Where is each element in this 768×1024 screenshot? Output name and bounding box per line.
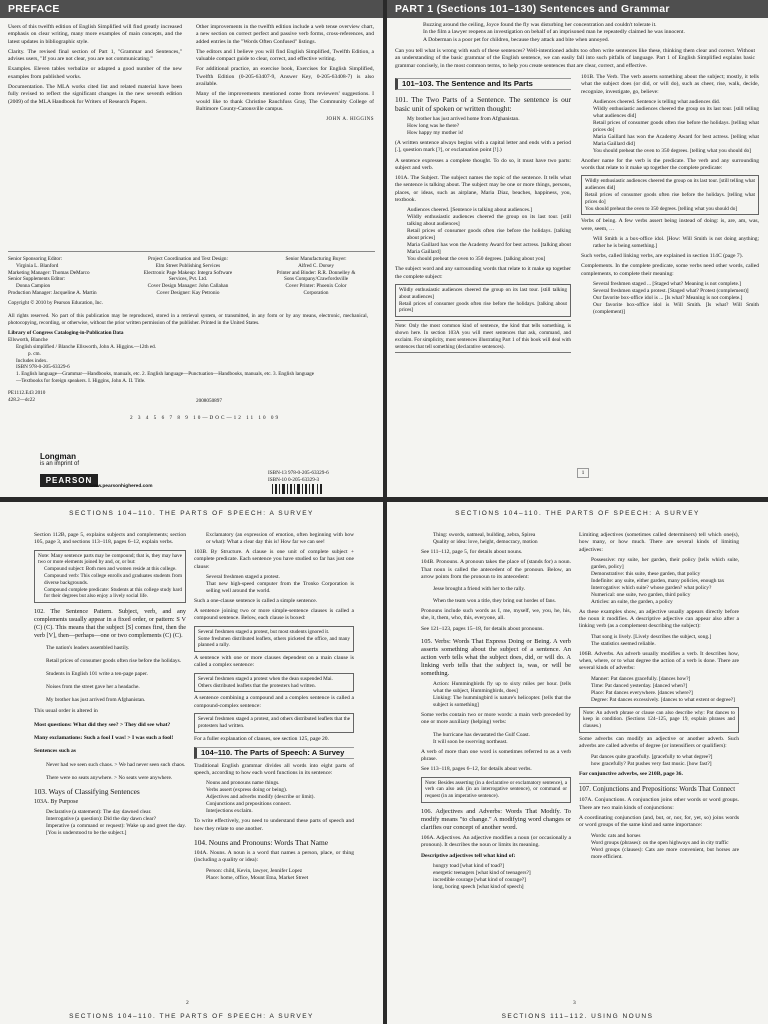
paragraph: This usual order is altered in [34,708,98,715]
example: Several freshmen staged a protest, but most students ignored it. [198,628,330,635]
section-102: 102. The Sentence Pattern. Subject, verb, and any complements usually appear in a fixed order, or pattern: S V (C) (C). This means that the subject [S] comes first, then the verb [V], then—perhaps—one or two complements (C) (C). [34,608,186,639]
example: Retail prices of consumer goods often rise before the holidays. [telling what prices do] [593,119,759,133]
example: Wildly enthusiastic audiences cheered the group on its last tour. [still talking about audiences] [399,286,567,300]
running-foot: SECTIONS 111–112. USING NOUNS [501,1013,654,1020]
example: Several freshmen staged a protest. [206,573,280,580]
paragraph: (A written sentence always begins with a capital letter and ends with a period [.], question mark [?], or exclamation point [!].) [395,140,571,154]
example: That song is lively. [Lively describes the subject, song.] [591,633,712,640]
example: Interrogative (a question): Did the day dawn clear? [46,815,157,822]
p3-column-left [34,532,186,837]
preface-paragraph: Many of the improvements mentioned come from reviewers' suggestions. I would like to thank Christine Rauchfuss Gray, The Community College of Baltimore County-Catonsville campus. [196,91,374,112]
example: Linking: The hummingbird is nature's helicopter. [tells that the subject is something] [433,695,571,709]
example: Word groups (clauses): Cats are more convenient, but horses are more efficient. [591,846,739,860]
credit-line: Services, Pvt. Ltd. [168,276,208,283]
example: Will Smith is a box-office idol. [How: Will Smith is not doing anything; rather he is being something.] [593,236,759,250]
example: Several freshmen staged a protest when the dean suspended Mai. [198,675,333,682]
page-number: 1 [577,468,589,478]
example: Possessive: my suite, her garden, their policy [tells which suite, garden, policy] [591,556,739,570]
credit-line: Corporation [303,289,329,296]
example: Articles: an suite, the garden, a policy [591,598,673,605]
credit-line: Alfred C. Dorsey [298,262,334,269]
section-103b: 103B. By Structure. A clause is one unit of complete subject + complete predicate. Each sentence you have studied so far has just one clause: [194,549,354,570]
list-item: Adjectives and adverbs modify (describe or limit). [206,794,315,801]
example: Jesse brought a friend with her to the rally. [433,586,526,593]
printing-line: 2 3 4 5 6 7 8 9 10—DOC—12 11 10 09 [130,415,281,421]
paragraph: Verbs of being. A few verbs assert being instead of doing: is, are, am, was, were, seem, … [581,218,759,232]
example: Time: Pat danced yesterday. [danced when?] [591,682,688,689]
example: Several freshmen staged a protest, and others distributed leaflets that the protesters had written. [198,715,350,729]
list-item: Conjunctions and prepositions connect. [206,801,292,808]
intro-example: A Doberman is a poor pet for children, because they attack and bite when annoyed. [423,36,610,43]
section-head-104: 104–110. The Parts of Speech: A Survey [194,747,354,759]
section-101a: 101A. The Subject. The subject names the topic of the sentence. It tells what the sentence is talking about. The subject may be one or more things, persons, places, or ideas, such as airplane, Maria Diaz, beaches, happiness, you, textbook. [395,175,571,204]
paragraph: Such verbs, called linking verbs, are explained in section 114C (page 7). [581,253,743,260]
compound-sentence-box [194,626,354,652]
example: incredible courage [what kind of courage?] [433,876,526,883]
example: Retail prices of consumer goods often rise before the holidays. [telling what prices do] [585,192,755,205]
p4-column-left [421,532,571,891]
divider [8,251,375,252]
example: The statistics seemed reliable. [591,640,656,647]
paragraph: For conjunctive adverbs, see 210B, page 36. [579,770,683,777]
parts-of-speech-page-left [0,502,383,1024]
section-105: 105. Verbs: Words That Express Doing or Being. A verb asserts something about the subject of a sentence. An action verb tells what the subject does, did, or will do. A linking verb tells that the subject is, was, or will be something. [421,638,571,678]
example: Words: cats and horses [591,832,641,839]
note-box [34,550,186,604]
paragraph: Some verbs contain two or more words: a main verb preceded by one or more auxiliary (helping) verbs: [421,712,571,726]
credits-left [8,256,118,297]
isbn-block [268,470,329,484]
example: Several freshmen staged ... [Staged what? Meaning is not complete.] [593,280,742,287]
preface-paragraph: The editors and I believe you will find English Simplified, Twelfth Edition, a valuable compact guide to clear, correct, and effective writing. [196,48,374,63]
credit-line: Project Coordination and Text Design: [148,256,228,262]
paragraph: See 111–112, page 5, for details about nouns. [421,549,523,555]
publisher-url[interactable]: www.pearsonhighered.com [90,484,153,489]
paragraph: A sentence joining two or more simple-sentence clauses is called a compound sentence. Below, each clause is boxed: [194,608,354,622]
paragraph: To write effectively, you need to understand these parts of speech and how they relate to one another. [194,818,354,832]
part1-intro [423,22,753,44]
loc-title: Library of Congress Cataloging-in-Publication Data [8,330,124,337]
example: Pat dances quite gracefully. [gracefully to what degree?] [591,753,713,760]
credit-line: Senior Sponsoring Editor: [8,256,63,262]
paragraph: Such a one-clause sentence is called a simple sentence. [194,597,318,604]
complete-subject-box [395,284,571,317]
complex-sentence-box [194,673,354,693]
example: Thing: swords, oatmeal, building, zebra, Spirea [433,532,536,538]
example: hungry toad [what kind of toad?] [433,862,505,869]
example: Wildly enthusiastic audiences cheered the group on its last tour. [still talking about audiences] [407,214,571,228]
example: My brother has just arrived home from Afghanistan. [407,116,520,122]
example: Audiences cheered. [Sentence is talking about audiences.] [407,207,533,214]
section-106: 106. Adjectives and Adverbs: Words That Modify. To modify means "to change." A modifying word changes or clarifies our concept of another word. [421,807,571,831]
credit-line: Sons Company/Crawfordsville [283,276,349,283]
example: Wildly enthusiastic audiences cheered the group on its last tour. [still telling what audiences did] [593,105,759,119]
compound-complex-box [194,713,354,733]
paragraph: A sentence combining a compound and a complex sentence is called a compound-complex sentence: [194,695,354,709]
paragraph: A coordinating conjunction (and, but, or, nor, for, yet, so) joins words or word groups of the same kind and same importance: [579,814,739,829]
example: Audiences cheered. Sentence is telling what audiences did. [593,98,721,105]
example: Never had we seen such chaos. > We had never seen such chaos. [46,761,186,768]
paragraph: A verb of more than one word is sometimes referred to as a verb phrase. [421,748,571,762]
example: Compound subject: Both men and women reside at this college. [44,566,177,573]
preface-paragraph: Documentation. The MLA works cited list and related material have been fully revised to reflect the significant changes in the new seventh edition (2009) of the MLA Handbook for Writers of Research Papers. [8,84,182,105]
part1-column-right [581,74,759,316]
intro-example: In the film a lawyer reopens an investigation on behalf of an imprisoned man he repeatedly claimed he was innocent. [423,29,685,36]
example: Wildly enthusiastic audiences cheered the group on its last tour. [still telling what audiences did] [585,178,755,192]
paragraph: Most questions: What did they see? > They did see what? [34,721,171,728]
example: Manner: Pat dances gracefully. [dances how?] [591,675,691,682]
isbn-13: ISBN-13 978-0-205-63329-6 [268,470,329,476]
credit-line: Cover Printer: Phoenix Color [285,283,347,290]
section-101b: 101B. The Verb. The verb asserts something about the subject; mostly, it tells what the subject does (or did, or will do), such as cheer, rise, walk, decide, recognize, investigate, go, believe: [581,74,759,95]
credits-middle [128,256,248,297]
example: Noises from the street gave her a headache. [46,684,140,691]
loc-line: 428.2—dc22 [8,396,35,403]
credit-line: Cover Designer: Kay Petronio [156,289,220,296]
example: You should preheat the oven to 350 degrees. [telling what you should do] [593,147,752,154]
example: Demonstrative: this suite, these garden, that policy [591,570,701,577]
example: My brother has just arrived from Afghanistan. [46,697,146,704]
example: You should preheat the oven to 350 degrees. [talking about you] [407,256,546,263]
pearson-logo: PEARSON [40,474,98,487]
p3-column-right [194,532,354,882]
section-106a: 106A. Adjectives. An adjective modifies a noun (or occasionally a pronoun). It describes the noun or limits its meaning. [421,834,571,849]
section-107a: 107A. Conjunctions. A conjunction joins other words or word groups. There are two main kinds of conjunctions: [579,797,739,811]
credit-line: Electronic Page Makeup: Integra Software [143,269,233,276]
example: Several freshmen staged a protest. [Staged what? Protest (complement)] [593,287,749,294]
part1-band: PART 1 (Sections 101–130) Sentences and Grammar [387,0,768,18]
paragraph: Many exclamations: Such a fool I was! > I was such a fool! [34,734,174,741]
example: There were no seats anywhere. > No seats were anywhere. [46,774,173,781]
loc-line: PE1112.E43 2010 [8,389,46,396]
loc-line: Includes index. [16,357,48,364]
section-104a: 104A. Nouns. A noun is a word that names a person, place, or thing (including a quality or idea): [194,850,354,864]
paragraph: See 121–123, pages 15–18, for details about pronouns. [421,625,544,632]
credit-line: Donna Campion [16,283,51,290]
section-103: 103. Ways of Classifying Sentences [34,786,140,796]
paragraph: A sentence expresses a complete thought. To do so, it must have two parts: subject and verb. [395,157,571,171]
preface-paragraph: Examples. Eleven tables verbalize or adapted a good number of the new examples from published works. [8,66,182,80]
example: Place: home, office, Mount Etna, Market Street [206,874,309,881]
list-item: Nouns and pronouns name things. [206,780,280,787]
example: Compound complete predicate: Students at this college study hard for their degrees but also enjoy a lively social life. [44,586,182,600]
example: Our favorite box-office idol is ... [Is what? Meaning is not complete.] [593,294,743,301]
preface-paragraph: Users of this twelfth edition of English Simplified will find greatly increased emphasis on clear writing, many more examples of main concepts, and the latest updates in bibliographic style. [8,24,182,45]
example: The hurricane has devastated the Gulf Coast. [433,731,530,738]
loc-line: English simplified / Blanche Ellsworth, John A. Higgins.—12th ed. [16,343,157,350]
list-item: Interjections exclaim. [206,808,253,815]
paragraph: For a fuller explanation of clauses, see section 125, page 20. [194,735,329,742]
intro-example: Buzzing around the ceiling, Joyce found the fly was disturbing her concentration and couldn't tolerate it. [423,22,657,28]
credit-line: Senior Manufacturing Buyer: [285,256,347,262]
running-head: SECTIONS 104–110. THE PARTS OF SPEECH: A SURVEY [455,510,700,517]
part1-intro-question: Can you tell what is wrong with each of these sentences? Well-intentioned adults too often write sentences like these, thinking them clear and correct. Without an understanding of the basic grammar of the English sentence, we can easily fall into such pitfalls of language. Part 1 of English Simplified explains basic grammar concisely, in the most common terms, to help you create sentences that are clear, correct, and effective. [395,48,755,69]
running-head: SECTIONS 104–110. THE PARTS OF SPEECH: A SURVEY [69,510,314,517]
imprint [40,452,79,467]
loc-line: Ellsworth, Blanche [8,337,48,344]
paragraph: Limiting adjectives (sometimes called determiners) tell which one(s), how many, or how much. There are several kinds of limiting adjectives: [579,532,739,553]
example: When the team won a title, they bring out hordes of fans. [433,598,556,605]
page-number: 2 [186,1000,189,1006]
imprint-note: is an imprint of [40,461,80,467]
paragraph: Complements. In the complete predicate, some verbs need other words, called complements, to complete their meaning: [581,263,759,277]
example: Place: Pat dances everywhere. [dances where?] [591,689,693,696]
p4-column-right [579,532,739,861]
parts-of-speech-page-right [387,502,768,1024]
paragraph: The subject word and any surrounding words that relate to it make up together the complete subject: [395,266,571,280]
running-foot: SECTIONS 104–110. THE PARTS OF SPEECH: A SURVEY [69,1013,314,1020]
credit-line: Printer and Binder: R.R. Donnelley & [276,269,356,276]
paragraph: Traditional English grammar divides all words into eight parts of speech, according to how each word functions in its sentence: [194,762,354,777]
example: You should preheat the oven to 350 degrees. [telling what you should do] [585,205,738,212]
credit-line: Cover Design Manager: John Callahan [147,283,229,290]
part1-page [387,0,768,497]
example: Imperative (a command or request): Wake up and greet the day. [You is understood to be the subject.] [46,822,186,836]
paragraph: See 113–118, pages 6–12, for details about verbs. [421,766,532,773]
example: long, boring speech [what kind of speech] [433,883,524,890]
preface-band: PREFACE [0,0,383,18]
example: It will soon be swerving northeast. [433,738,508,745]
example: how gracefully? Pat pushes very fast music. [how fast?] [591,760,712,767]
example: Compound verb: This college enrolls and graduates students from diverse backgrounds. [44,572,182,586]
preface-page [0,0,383,497]
example: How long was he there? [407,123,460,129]
part1-column-left [395,74,571,356]
example: The nation's leaders assembled hastily. [46,645,130,652]
example: energetic teenagers [what kind of teenagers?] [433,869,531,876]
example: Retail prices of consumer goods often rise before the holidays. [talking about prices] [399,300,567,314]
preface-paragraph: Clarity. The revised final section of Part 1, "Grammar and Sentences," advises users, "If you are not clear, you are not communicating." [8,48,182,63]
credit-line: Production Manager: Jacqueline A. Martin [8,289,97,296]
loc-line: ISBN 978-0-205-63329-6 [16,364,70,371]
note-text: Note: Many sentence parts may be compound; that is, they may have two or more elements joined by and, or, or but: [38,552,182,566]
section-104b: 104B. Pronouns. A pronoun takes the place of (stands for) a noun. That noun is called the antecedent of the pronoun. Below, an arrow points from the pronoun to its antecedent: [421,559,571,580]
paragraph: Pronouns include such words as I, me, myself, we, you, he, his, she, it, them, who, this, everyone, all. [421,608,571,622]
list-item: Verbs assert (express doing or being). [206,787,288,794]
imprint-name: Longman [40,452,76,461]
example: Interrogative: which suite? whose garden? what policy? [591,584,712,591]
loc-line: p. cm. [28,350,41,357]
example: Retail prices of consumer goods often rise before the holidays. [talking about prices] [407,228,571,242]
example: Person: child, Kevin, lawyer, Jennifer Lopez [206,867,303,874]
section-106b: 106B. Adverbs. An adverb usually modifies a verb. It describes how, when, where, or to what degree the action of a verb is done. There are several kinds of adverbs: [579,650,739,672]
example: Numerical: one suite, two garden, third policy [591,591,691,598]
section-head-101: 101–103. The Sentence and Its Parts [395,78,571,90]
example: Some freshmen distributed leaflets, others picketed the office, and many planned a rally. [198,635,350,649]
note-box: Note: Only the most common kind of sentence, the kind that tells something, is shown here. In section 103A you will meet sentences that ask, command, and exclaim. For simplicity, most sentences illustrating Part 1 of this book will deal with sentences that tell something (declarative sentences). [395,320,571,353]
example: Maria Gaillard has won the Academy Award for best actress. [talking about Maria Gaillard] [407,242,571,256]
example: Maria Gaillard has won the Academy Award for best actress. [telling what Maria Gaillard did] [593,133,759,147]
loc-number: 2008050897 [196,398,222,404]
example: Others distributed leaflets that the protesters had written. [198,682,316,689]
example: Quality or idea: love, height, democracy, motion [433,539,538,545]
section-107: 107. Conjunctions and Prepositions: Words That Connect [579,783,739,794]
example: Our favorite box-office idol is Will Smith. [Is what? Will Smith (complement)] [593,301,759,315]
copyright-block [8,300,368,403]
preface-paragraph: For additional practice, an exercise book, Exercises for English Simplified, Twelfth Edition (0-205-63407-9, Answer Key, 0-205-63408-7) is also available. [196,66,374,88]
preface-signature: JOHN A. HIGGINS [326,117,374,123]
example: That new high-speed computer from the Tronko Corporation is selling well around the world. [206,580,354,594]
copyright-line: Copyright © 2010 by Pearson Education, Inc. [8,300,103,306]
paragraph: Section 112B, page 5, explains subjects and complements; section 105, page 3, and sections 113–118, pages 6–12, explain verbs. [34,532,186,546]
paragraph: Another name for the verb is the predicate. The verb and any surrounding words that relate to it make up together the complete predicate: [581,157,759,172]
paragraph: Some adverbs can modify an adjective or another adverb. Such adverbs are called adverbs of degree (or intensifiers or qualifiers): [579,736,739,750]
credit-line: Senior Supplements Editor: [8,276,66,283]
example: Exclamatory (an expression of emotion, often beginning with how or what): What a clear day this is! How far we can see! [206,532,354,545]
preface-column-right [196,24,374,127]
example: How happy my mother is! [407,130,464,136]
paragraph: As these examples show, an adjective usually appears directly before the noun it modifies. A descriptive adjective can appear also after a linking verb (as a complement describing the subject): [579,608,739,630]
rights-statement: All rights reserved. No part of this publication may be reproduced, stored in a retrieval system, or transmitted, in any form or by any means, electronic, mechanical, photocopying, recording, or otherwise, without the prior written permission of the publisher. Printed in the United States. [8,312,368,326]
example: Indefinite: any suite, either garden, many policies, enough tax [591,577,725,584]
note-box: Note: Besides asserting (in a declarative or exclamatory sentence), a verb can also ask (in an interrogative sentence), or command or request (in an imperative sentence). [421,777,571,803]
example: Action: Hummingbirds fly up to sixty miles per hour. [tells what the subject, Hummingbirds, does] [433,681,571,695]
example: Students in English 101 write a ten-page paper. [46,671,148,678]
page-number: 3 [573,1000,576,1006]
preface-paragraph: Other improvements in the twelfth edition include a web tense overview chart, a new section on correct perfect and passive verb forms, cross-references, and added entries in the "Words Often Confused" listings. [196,24,374,45]
paragraph: Descriptive adjectives tell what kind of: [421,852,516,859]
complete-predicate-box [581,175,759,215]
loc-line: 1. English language—Grammar—Handbooks, manuals, etc. 2. English language—Punctuation—Handbooks, manuals, etc. 3. English language—Textbooks for foreign speakers. I. Higgins, John A. II. Title. [16,371,315,384]
example: Retail prices of consumer goods often rise before the holidays. [46,658,182,665]
paragraph: Sentences such as [34,748,76,755]
credits-right [256,256,376,297]
example: Declarative (a statement): The day dawned clear. [46,808,152,815]
credit-line: Elm Street Publishing Services [155,262,221,269]
credit-line: Marketing Manager: Thomas DeMarco [8,269,90,276]
example: Degree: Pat dances excessively. [dances to what extent or degree?] [591,696,735,703]
section-103a: 103A. By Purpose [34,798,79,805]
credit-line: Virginia L. Blanford [16,262,59,269]
paragraph: A sentence with one or more clauses dependent on a main clause is called a complex sentence: [194,655,354,669]
isbn-10: ISBN-10 0-205-63329-3 [268,476,320,483]
preface-column-left [8,24,182,109]
section-101: 101. The Two Parts of a Sentence. The sentence is our basic unit of spoken or written thought: [395,95,571,113]
barcode-icon [272,484,322,494]
example: Word groups (phrases): on the open highways and in city traffic [591,839,729,846]
note-box: Note: An adverb phrase or clause can also describe why: Pat dances to keep in condition. (Sections 124–125, page 19, explain phrases and clauses.) [579,707,739,733]
section-104: 104. Nouns and Pronouns: Words That Name [194,838,329,848]
